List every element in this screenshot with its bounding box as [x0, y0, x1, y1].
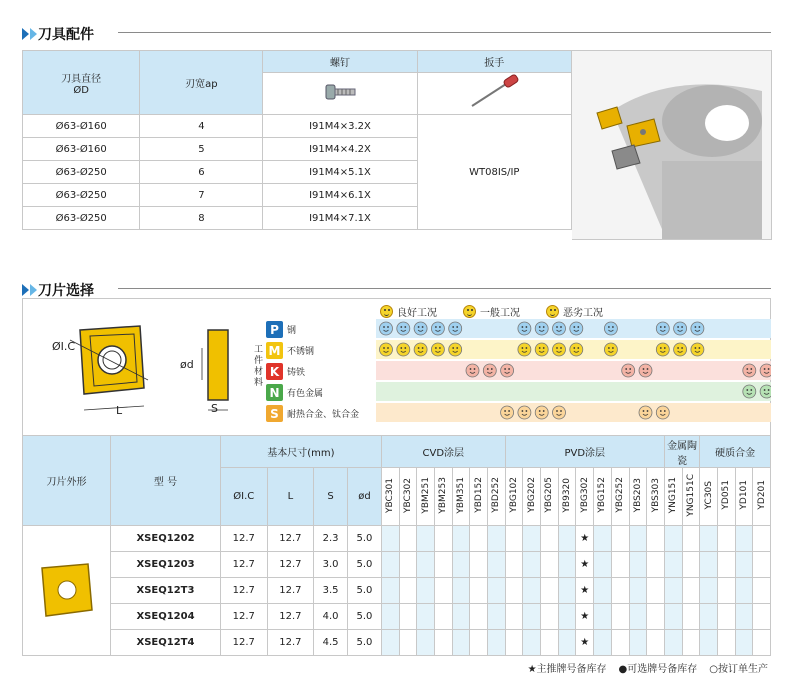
arrow-icon: [30, 284, 37, 296]
cell-wrench: WT08IS/IP: [417, 115, 571, 230]
cell-grade: [700, 630, 718, 656]
suitability-face-icon: [449, 322, 462, 335]
table-row: [23, 552, 771, 578]
cell-dim: 5.0: [348, 578, 382, 604]
cell-grade: [381, 578, 399, 604]
cell-grade: [594, 630, 612, 656]
cell-grade: [647, 630, 665, 656]
cell-dim: 12.7: [267, 630, 314, 656]
cell-grade: [434, 604, 452, 630]
arrow-icon: [30, 28, 37, 40]
suitability-face-icon: [501, 364, 514, 377]
cell-dim: 12.7: [221, 604, 268, 630]
cell-dim: 3.5: [314, 578, 348, 604]
material-row-s: [266, 404, 376, 423]
cell-grade: [735, 526, 753, 552]
cell-dim: 2.3: [314, 526, 348, 552]
cell-grade: [399, 578, 417, 604]
cell-grade: [417, 526, 435, 552]
cell-grade: [735, 552, 753, 578]
col-grade: YC30S: [700, 468, 718, 526]
cell-grade: [558, 578, 576, 604]
cell-grade: [399, 526, 417, 552]
arrow-icon: [22, 284, 29, 296]
cell-grade: [753, 604, 771, 630]
cell-grade: [664, 526, 682, 552]
cell-grade: [452, 578, 470, 604]
section-title-accessories: [22, 24, 94, 44]
label-d: ød: [180, 358, 194, 371]
col-grade: YBD252: [488, 468, 506, 526]
cell-grade: [523, 604, 541, 630]
cell-grade: [753, 552, 771, 578]
suitability-face-icon: [518, 406, 531, 419]
cell-width: 4: [140, 115, 263, 138]
group-cermet: 金属陶瓷: [664, 436, 699, 468]
suitability-face-icon: [553, 322, 566, 335]
cell-dim: 12.7: [267, 578, 314, 604]
suitability-face-icon: [483, 364, 496, 377]
col-dim: L: [267, 468, 314, 526]
cell-grade: [488, 630, 506, 656]
cell-grade: [717, 526, 735, 552]
legend-optional: ●可选牌号备库存: [618, 664, 698, 675]
group-carbide: 硬质合金: [700, 436, 771, 468]
cell-grade: [505, 578, 523, 604]
cell-dim: 12.7: [221, 578, 268, 604]
cell-grade: [629, 526, 647, 552]
cell-grade: [505, 630, 523, 656]
cell-grade: [611, 526, 629, 552]
cell-grade: [682, 552, 700, 578]
material-band: [376, 403, 771, 422]
cell-grade: [682, 578, 700, 604]
legend-bad: 恶劣工况: [546, 304, 603, 319]
cell-diameter: Ø63-Ø160: [23, 138, 140, 161]
cell-dim: 12.7: [221, 526, 268, 552]
cell-grade: [594, 526, 612, 552]
suitability-face-icon: [743, 385, 756, 398]
suitability-face-icon: [691, 343, 704, 356]
cell-grade: [629, 604, 647, 630]
table-row: [23, 115, 573, 138]
material-badge: K: [266, 363, 283, 380]
cell-grade: [452, 604, 470, 630]
cell-grade: [470, 604, 488, 630]
cell-grade: [700, 604, 718, 630]
cell-grade: [381, 630, 399, 656]
cutter-image: [572, 50, 772, 240]
cell-dim: 5.0: [348, 552, 382, 578]
cell-dim: 12.7: [221, 552, 268, 578]
legend-main: ★主推牌号备库存: [527, 664, 607, 675]
cell-grade: [647, 552, 665, 578]
suitability-face-icon: [414, 343, 427, 356]
material-band: [376, 361, 771, 380]
col-grade: YBG152: [594, 468, 612, 526]
cell-grade: [717, 604, 735, 630]
col-grade: YBM251: [417, 468, 435, 526]
cell-grade: [594, 604, 612, 630]
col-grade: YBD152: [470, 468, 488, 526]
cell-grade: [523, 578, 541, 604]
table-row: [23, 526, 771, 552]
suitability-grid: [376, 318, 771, 424]
col-dim: ød: [348, 468, 382, 526]
section-title-text: 刀片选择: [38, 283, 94, 299]
col-grade: YBS203: [629, 468, 647, 526]
cell-grade: [717, 630, 735, 656]
divider: [118, 288, 771, 289]
material-band: [376, 382, 771, 401]
cell-diameter: Ø63-Ø160: [23, 115, 140, 138]
col-grade: YD101: [735, 468, 753, 526]
cell-grade: [523, 630, 541, 656]
cell-grade: [541, 526, 559, 552]
insert-dimension-diagram: [40, 318, 250, 428]
cell-grade: [541, 552, 559, 578]
legend-order: ○按订单生产: [709, 664, 768, 675]
cell-diameter: Ø63-Ø250: [23, 161, 140, 184]
cell-dim: 4.0: [314, 604, 348, 630]
cell-grade: [664, 578, 682, 604]
cell-grade: [541, 604, 559, 630]
suitability-face-icon: [397, 322, 410, 335]
cell-model: XSEQ1203: [111, 552, 221, 578]
cell-screw: I91M4×3.2X: [263, 115, 417, 138]
cell-grade-mark: ★: [576, 526, 594, 552]
suitability-face-icon: [518, 322, 531, 335]
cell-grade: [753, 630, 771, 656]
cell-grade: [381, 552, 399, 578]
legend-normal: 一般工况: [463, 304, 520, 319]
material-row-k: [266, 362, 376, 381]
material-name: 不锈钢: [287, 347, 315, 357]
col-screw: 螺钉: [263, 51, 417, 73]
cell-dim: 5.0: [348, 630, 382, 656]
cell-dim: 12.7: [221, 630, 268, 656]
cell-grade: [753, 578, 771, 604]
cell-grade: [700, 526, 718, 552]
cell-grade: [682, 604, 700, 630]
suitability-face-icon: [380, 322, 393, 335]
cell-screw: I91M4×5.1X: [263, 161, 417, 184]
cell-grade: [434, 630, 452, 656]
col-wrench: 扳手: [417, 51, 571, 73]
wrench-image: [417, 73, 571, 115]
material-name: 有色金属: [287, 389, 324, 399]
cell-grade: [647, 604, 665, 630]
cell-grade: [470, 552, 488, 578]
suitability-face-icon: [449, 343, 462, 356]
cell-grade: [735, 630, 753, 656]
table-row: [23, 630, 771, 656]
suitability-face-icon: [743, 364, 756, 377]
cell-grade: [399, 604, 417, 630]
cell-dim: 5.0: [348, 526, 382, 552]
col-dim: ØI.C: [221, 468, 268, 526]
cell-model: XSEQ1202: [111, 526, 221, 552]
cell-grade: [488, 604, 506, 630]
cell-width: 5: [140, 138, 263, 161]
cell-screw: I91M4×7.1X: [263, 207, 417, 230]
cell-grade: [700, 578, 718, 604]
col-grade: YD051: [717, 468, 735, 526]
table-row: [23, 578, 771, 604]
cell-model: XSEQ12T3: [111, 578, 221, 604]
suitability-face-icon: [431, 343, 444, 356]
suitability-face-icon: [380, 343, 393, 356]
group-cvd: CVD涂层: [381, 436, 505, 468]
material-badge: P: [266, 321, 283, 338]
cell-grade-mark: ★: [576, 630, 594, 656]
col-shape: 刀片外形: [23, 436, 111, 526]
cell-grade: [417, 630, 435, 656]
cell-grade: [629, 630, 647, 656]
cell-grade: [488, 526, 506, 552]
cell-grade: [717, 578, 735, 604]
section-title-text: 刀具配件: [38, 27, 94, 43]
cell-model: XSEQ12T4: [111, 630, 221, 656]
cell-grade-mark: ★: [576, 552, 594, 578]
material-badge: N: [266, 384, 283, 401]
suitability-face-icon: [535, 406, 548, 419]
cell-grade: [434, 578, 452, 604]
cell-grade: [541, 578, 559, 604]
cell-grade: [381, 526, 399, 552]
cell-dim: 3.0: [314, 552, 348, 578]
suitability-face-icon: [466, 364, 479, 377]
cell-grade: [611, 552, 629, 578]
cell-grade: [434, 552, 452, 578]
insert-shape-image: [36, 560, 96, 620]
cell-grade: [488, 578, 506, 604]
suitability-face-icon: [656, 322, 669, 335]
col-grade: YB9320: [558, 468, 576, 526]
neutral-face-icon: [463, 305, 476, 318]
suitability-face-icon: [570, 322, 583, 335]
cell-grade: [541, 630, 559, 656]
col-grade: YNG151C: [682, 468, 700, 526]
suitability-face-icon: [639, 364, 652, 377]
cell-grade: [417, 552, 435, 578]
cell-grade: [611, 578, 629, 604]
cell-grade: [523, 526, 541, 552]
cell-grade: [664, 552, 682, 578]
suitability-face-icon: [431, 322, 444, 335]
suitability-face-icon: [622, 364, 635, 377]
sad-face-icon: [546, 305, 559, 318]
table-row: [23, 604, 771, 630]
suitability-face-icon: [553, 406, 566, 419]
suitability-face-icon: [501, 406, 514, 419]
col-grade: YD201: [753, 468, 771, 526]
cell-grade: [381, 604, 399, 630]
col-grade: YBG302: [576, 468, 594, 526]
cell-grade: [505, 552, 523, 578]
cell-screw: I91M4×4.2X: [263, 138, 417, 161]
col-grade: YBS303: [647, 468, 665, 526]
cell-grade: [470, 578, 488, 604]
suitability-face-icon: [656, 343, 669, 356]
cell-grade: [611, 604, 629, 630]
col-grade: YBG205: [541, 468, 559, 526]
section-title-inserts: [22, 280, 94, 300]
cell-grade: [417, 578, 435, 604]
col-model: 型 号: [111, 436, 221, 526]
suitability-face-icon: [414, 322, 427, 335]
suitability-face-icon: [535, 322, 548, 335]
cell-grade: [629, 552, 647, 578]
cell-grade-mark: ★: [576, 604, 594, 630]
cell-width: 8: [140, 207, 263, 230]
smile-icon: [380, 305, 393, 318]
col-dim: S: [314, 468, 348, 526]
cell-width: 7: [140, 184, 263, 207]
suitability-face-icon: [518, 343, 531, 356]
cell-grade: [735, 604, 753, 630]
cell-grade: [629, 578, 647, 604]
cell-grade: [470, 630, 488, 656]
cell-grade: [417, 604, 435, 630]
suitability-face-icon: [604, 343, 617, 356]
group-pvd: PVD涂层: [505, 436, 664, 468]
material-name: 钢: [287, 326, 297, 336]
cell-grade: [452, 552, 470, 578]
cell-grade: [611, 630, 629, 656]
cell-grade: [682, 630, 700, 656]
cell-grade: [558, 630, 576, 656]
suitability-face-icon: [674, 343, 687, 356]
col-grade: YBM351: [452, 468, 470, 526]
label-ic: ØI.C: [52, 340, 76, 353]
label-s: S: [211, 402, 218, 415]
cell-grade: [664, 630, 682, 656]
arrow-icon: [22, 28, 29, 40]
suitability-face-icon: [570, 343, 583, 356]
cell-grade: [735, 578, 753, 604]
material-name: 耐热合金、钛合金: [287, 410, 360, 420]
suitability-face-icon: [691, 322, 704, 335]
cell-grade: [594, 578, 612, 604]
materials-label: 工件材料: [254, 345, 264, 388]
cell-grade: [452, 630, 470, 656]
material-row-m: [266, 341, 376, 360]
cell-grade: [717, 552, 735, 578]
cell-dim: 5.0: [348, 604, 382, 630]
cell-grade: [558, 552, 576, 578]
cell-grade: [594, 552, 612, 578]
suitability-face-icon: [639, 406, 652, 419]
material-name: 铸铁: [287, 368, 306, 378]
cell-dim: 12.7: [267, 552, 314, 578]
cell-grade: [470, 526, 488, 552]
material-badge: S: [266, 405, 283, 422]
col-grade: YBG252: [611, 468, 629, 526]
col-grade: YNG151: [664, 468, 682, 526]
suitability-face-icon: [760, 364, 771, 377]
cell-grade: [753, 526, 771, 552]
cell-model: XSEQ1204: [111, 604, 221, 630]
cell-grade: [399, 630, 417, 656]
suitability-face-icon: [553, 343, 566, 356]
cell-grade: [434, 526, 452, 552]
col-diameter: 刀具直径 ØD: [23, 51, 140, 115]
label-l: L: [116, 404, 123, 417]
suitability-face-icon: [535, 343, 548, 356]
cell-grade: [700, 552, 718, 578]
cell-grade: [682, 526, 700, 552]
cell-grade: [488, 552, 506, 578]
cell-grade: [505, 604, 523, 630]
cell-dim: 12.7: [267, 604, 314, 630]
cell-diameter: Ø63-Ø250: [23, 184, 140, 207]
cell-grade: [505, 526, 523, 552]
cell-grade: [647, 578, 665, 604]
cell-diameter: Ø63-Ø250: [23, 207, 140, 230]
divider: [118, 32, 771, 33]
col-grade: YBC301: [381, 468, 399, 526]
cell-screw: I91M4×6.1X: [263, 184, 417, 207]
col-dims: 基本尺寸(mm): [221, 436, 382, 468]
cell-grade: [664, 604, 682, 630]
col-grade: YBM253: [434, 468, 452, 526]
suitability-face-icon: [760, 385, 771, 398]
suitability-face-icon: [397, 343, 410, 356]
cell-grade-mark: ★: [576, 578, 594, 604]
cell-grade: [558, 526, 576, 552]
accessory-table: [22, 50, 572, 230]
insert-table: [22, 435, 771, 656]
cell-grade: [647, 526, 665, 552]
cell-dim: 4.5: [314, 630, 348, 656]
cell-grade: [558, 604, 576, 630]
suitability-face-icon: [656, 406, 669, 419]
cell-grade: [452, 526, 470, 552]
col-grade: YBC302: [399, 468, 417, 526]
cell-grade: [399, 552, 417, 578]
cell-grade: [523, 552, 541, 578]
suitability-face-icon: [674, 322, 687, 335]
cell-dim: 12.7: [267, 526, 314, 552]
col-width: 刃宽ap: [140, 51, 263, 115]
material-badge: M: [266, 342, 283, 359]
col-grade: YBG202: [523, 468, 541, 526]
material-row-n: [266, 383, 376, 402]
cell-width: 6: [140, 161, 263, 184]
footer-legend: [528, 660, 768, 675]
col-grade: YBG102: [505, 468, 523, 526]
material-row-p: [266, 320, 376, 339]
suitability-face-icon: [604, 322, 617, 335]
legend-good: 良好工况: [380, 304, 437, 319]
screw-image: [263, 73, 417, 115]
